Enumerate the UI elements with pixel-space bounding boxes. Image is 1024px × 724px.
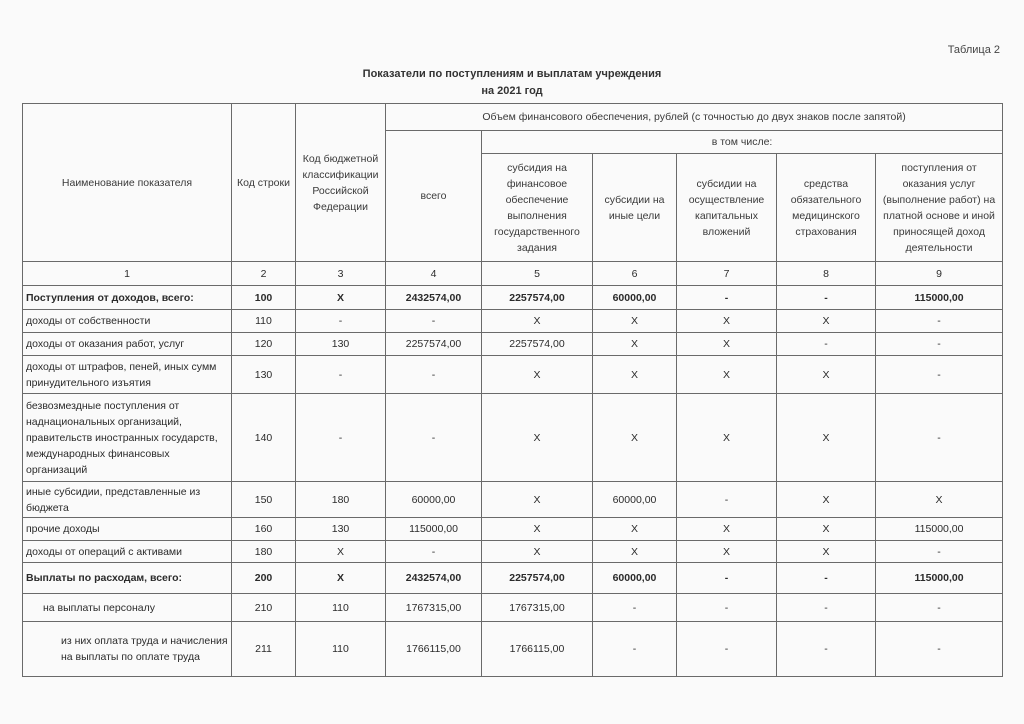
row-col7: - [677, 286, 777, 310]
row-total: 1767315,00 [386, 594, 482, 622]
row-col6: Х [593, 356, 677, 394]
row-col6: Х [593, 541, 677, 563]
row-kbk: 130 [296, 518, 386, 541]
row-col6: Х [593, 333, 677, 356]
row-name: доходы от оказания работ, услуг [23, 333, 232, 356]
header-subsidy-other: субсидии на иные цели [593, 154, 677, 262]
row-col5: Х [482, 541, 593, 563]
column-number: 5 [482, 262, 593, 286]
row-col5: Х [482, 310, 593, 333]
row-col9: - [876, 356, 1003, 394]
header-budget-code: Код бюджетной классификации Российской Федерации [296, 104, 386, 262]
row-code: 211 [232, 622, 296, 677]
row-col5: 1766115,00 [482, 622, 593, 677]
header-total: всего [386, 131, 482, 262]
row-col5: Х [482, 394, 593, 482]
row-col6: 60000,00 [593, 482, 677, 518]
row-col8: - [777, 563, 876, 594]
row-col9: - [876, 622, 1003, 677]
row-col6: 60000,00 [593, 563, 677, 594]
table-row [23, 333, 1003, 356]
row-col6: Х [593, 518, 677, 541]
row-col7: - [677, 563, 777, 594]
header-code: Код строки [232, 104, 296, 262]
table-row [23, 622, 1003, 677]
row-kbk: Х [296, 563, 386, 594]
row-name: на выплаты персоналу [23, 594, 232, 622]
row-col8: - [777, 333, 876, 356]
row-col6: - [593, 622, 677, 677]
row-total: 60000,00 [386, 482, 482, 518]
row-name: безвозмездные поступления от наднациональных организаций, правительств иностранных государств, международных финансовых организаций [23, 394, 232, 482]
table-row [23, 310, 1003, 333]
row-col8: - [777, 286, 876, 310]
row-col8: Х [777, 541, 876, 563]
column-number: 3 [296, 262, 386, 286]
column-number: 4 [386, 262, 482, 286]
row-name: прочие доходы [23, 518, 232, 541]
table-row [23, 482, 1003, 518]
row-name: из них оплата труда и начисления на выплаты по оплате труда [23, 622, 232, 677]
row-total: 1766115,00 [386, 622, 482, 677]
table-row [23, 594, 1003, 622]
row-code: 160 [232, 518, 296, 541]
row-col7: - [677, 622, 777, 677]
row-col6: - [593, 594, 677, 622]
row-col5: Х [482, 482, 593, 518]
row-col8: - [777, 622, 876, 677]
row-col5: Х [482, 518, 593, 541]
row-col5: 2257574,00 [482, 286, 593, 310]
row-col9: - [876, 594, 1003, 622]
table-row [23, 518, 1003, 541]
table-row [23, 563, 1003, 594]
row-col7: Х [677, 541, 777, 563]
row-col7: Х [677, 333, 777, 356]
row-col8: - [777, 594, 876, 622]
row-col6: Х [593, 310, 677, 333]
row-code: 100 [232, 286, 296, 310]
row-col9: Х [876, 482, 1003, 518]
row-col9: - [876, 541, 1003, 563]
row-col7: - [677, 594, 777, 622]
row-col5: 2257574,00 [482, 333, 593, 356]
header-name: Наименование показателя [23, 104, 232, 262]
header-subsidy-state-task: субсидия на финансовое обеспечение выполнения государственного задания [482, 154, 593, 262]
row-total: - [386, 356, 482, 394]
row-col8: Х [777, 482, 876, 518]
table-row [23, 394, 1003, 482]
table-row [23, 541, 1003, 563]
row-code: 180 [232, 541, 296, 563]
row-code: 210 [232, 594, 296, 622]
header-paid-services: поступления от оказания услуг (выполнение работ) на платной основе и иной приносящей доход деятельности [876, 154, 1003, 262]
header-subsidy-capital: субсидии на осуществление капитальных вложений [677, 154, 777, 262]
row-total: - [386, 310, 482, 333]
row-col9: - [876, 333, 1003, 356]
row-kbk: 110 [296, 594, 386, 622]
row-name: доходы от собственности [23, 310, 232, 333]
column-number: 9 [876, 262, 1003, 286]
row-col5: 2257574,00 [482, 563, 593, 594]
row-code: 120 [232, 333, 296, 356]
table-row [23, 286, 1003, 310]
row-col9: 115000,00 [876, 518, 1003, 541]
row-total: 2257574,00 [386, 333, 482, 356]
row-col7: - [677, 482, 777, 518]
row-col8: Х [777, 394, 876, 482]
row-kbk: - [296, 356, 386, 394]
row-kbk: - [296, 310, 386, 333]
row-name: Поступления от доходов, всего: [23, 286, 232, 310]
row-code: 140 [232, 394, 296, 482]
row-code: 200 [232, 563, 296, 594]
row-kbk: - [296, 394, 386, 482]
title-line-2: на 2021 год [481, 85, 543, 97]
row-col5: Х [482, 356, 593, 394]
row-kbk: Х [296, 541, 386, 563]
table-row [23, 356, 1003, 394]
row-col8: Х [777, 310, 876, 333]
row-code: 150 [232, 482, 296, 518]
row-col6: Х [593, 394, 677, 482]
row-col7: Х [677, 394, 777, 482]
row-code: 130 [232, 356, 296, 394]
row-total: 2432574,00 [386, 286, 482, 310]
row-col7: Х [677, 356, 777, 394]
row-col9: 115000,00 [876, 563, 1003, 594]
row-kbk: Х [296, 286, 386, 310]
row-col8: Х [777, 356, 876, 394]
row-kbk: 180 [296, 482, 386, 518]
row-col8: Х [777, 518, 876, 541]
document-title [0, 66, 1024, 100]
table-number-label: Таблица 2 [947, 44, 1000, 56]
row-name: доходы от операций с активами [23, 541, 232, 563]
column-number: 7 [677, 262, 777, 286]
column-number: 2 [232, 262, 296, 286]
row-name: иные субсидии, представленные из бюджета [23, 482, 232, 518]
header-including: в том числе: [482, 131, 1003, 154]
row-kbk: 110 [296, 622, 386, 677]
row-col9: - [876, 394, 1003, 482]
header-volume: Объем финансового обеспечения, рублей (с точностью до двух знаков после запятой) [386, 104, 1003, 131]
financial-indicators-table [22, 103, 1003, 677]
row-col7: Х [677, 310, 777, 333]
row-total: - [386, 394, 482, 482]
row-total: 115000,00 [386, 518, 482, 541]
column-number: 1 [23, 262, 232, 286]
row-col7: Х [677, 518, 777, 541]
row-name: доходы от штрафов, пеней, иных сумм принудительного изъятия [23, 356, 232, 394]
row-code: 110 [232, 310, 296, 333]
row-total: 2432574,00 [386, 563, 482, 594]
row-name: Выплаты по расходам, всего: [23, 563, 232, 594]
row-kbk: 130 [296, 333, 386, 356]
row-total: - [386, 541, 482, 563]
row-col6: 60000,00 [593, 286, 677, 310]
row-col9: 115000,00 [876, 286, 1003, 310]
header-oms: средства обязательного медицинского страхования [777, 154, 876, 262]
column-number: 6 [593, 262, 677, 286]
row-col5: 1767315,00 [482, 594, 593, 622]
row-col9: - [876, 310, 1003, 333]
title-line-1: Показатели по поступлениям и выплатам учреждения [362, 68, 662, 80]
column-number: 8 [777, 262, 876, 286]
